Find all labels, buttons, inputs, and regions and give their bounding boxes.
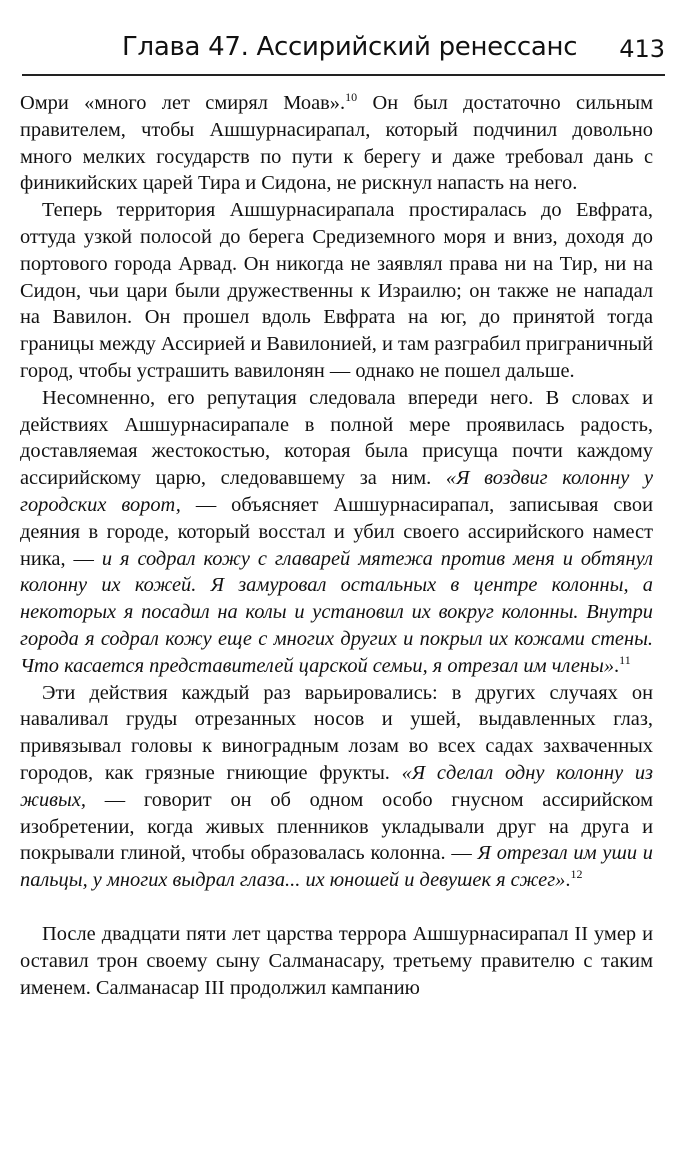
italic-quote: Я отрезал им уши и пальцы, у многих выдрал глаза... их юношей и девушек я сжег»: [20, 842, 654, 892]
text-run: .: [614, 654, 620, 677]
italic-quote: «Я воздвиг колонну у городских ворот,: [20, 467, 653, 516]
paragraph-2: [20, 197, 653, 385]
paragraph-3: [20, 385, 653, 680]
italic-quote: и я содрал кожу с главарей мятежа против меня и обтянул колонну их кожей. Я замуровал остальных в центре колонны, а некоторых я посадил на колы и установил их вокруг колонны. Внутри города я содрал кожу еще с многих других и покрыл их кожами стены. Что касается представителей царской семьи, я отрезал им члены»: [20, 547, 654, 677]
chapter-title: Глава 47. Ассирийский ренессанс: [122, 32, 578, 62]
text-run: — говорит он об одном особо гнусном ассирийском изобретении, когда живых пленников укладывали друг на друга и покрывали глиной, чтобы образовалась колонна. —: [20, 788, 653, 865]
paragraph-4: [20, 680, 653, 894]
header-rule: [22, 74, 665, 76]
text-run: Омри «много лет смирял Моав».: [20, 92, 346, 114]
paragraph-1: [20, 90, 653, 197]
text-run: Несомненно, его репутация следовала впереди него. В словах и действиях Ашшурнасирапале в полной мере проявилась радость, доставляемая жестокостью, которая была присуща почти каждому ассирийскому царю, следовавшему за ним.: [20, 386, 653, 490]
italic-quote: «Я сделал одну колонну из живых,: [20, 761, 653, 811]
text-run: После двадцати пяти лет царства террора Ашшурнасирапал II умер и оставил трон своему сыну Салманасару, третьему правителю с таким именем. Салманасар III продолжил кампанию: [20, 922, 653, 999]
footnote-marker: 12: [570, 867, 583, 882]
footnote-marker: 11: [619, 652, 631, 667]
page-number: 413: [619, 35, 665, 63]
text-run: — объясняет Ашшурнасирапал, записывая свои деяния в городе, который восстал и убил своего ассирийского намест ника, —: [20, 493, 653, 570]
text-run: Теперь территория Ашшурнасирапала простиралась до Евфрата, оттуда узкой полосой до берега Средиземного моря и вниз, доходя до портового города Арвад. Он никогда не заявлял права ни на Тир, ни на Сидон, чьи цари были дружественны к Израилю; он также не нападал на Вавилон. Он прошел вдоль Евфрата на юг, до принятой тогда границы между Ассирией и Вавилонией, и там разграбил приграничный город, чтобы устрашить вавилонян — однако не пошел дальше.: [20, 199, 653, 382]
body-text: [20, 90, 653, 1001]
text-run: Эти действия каждый раз варьировались: в других случаях он наваливал груды отрезанных носов и ушей, выдавленных глаз, привязывал головы к виноградным лозам во всех садах захваченных городов, как грязные гниющие фрукты.: [20, 681, 653, 784]
running-header: [22, 28, 665, 72]
text-run: Он был достаточно сильным правителем, чтобы Ашшурнасирапал, который подчинил довольно много мелких государств по пути к берегу и даже требовал дань с финикийских царей Тира и Сидона, не рискнул напасть на него.: [20, 92, 653, 195]
footnote-marker: 10: [345, 90, 358, 104]
text-run: .: [565, 869, 571, 892]
paragraph-5: [20, 921, 653, 1001]
